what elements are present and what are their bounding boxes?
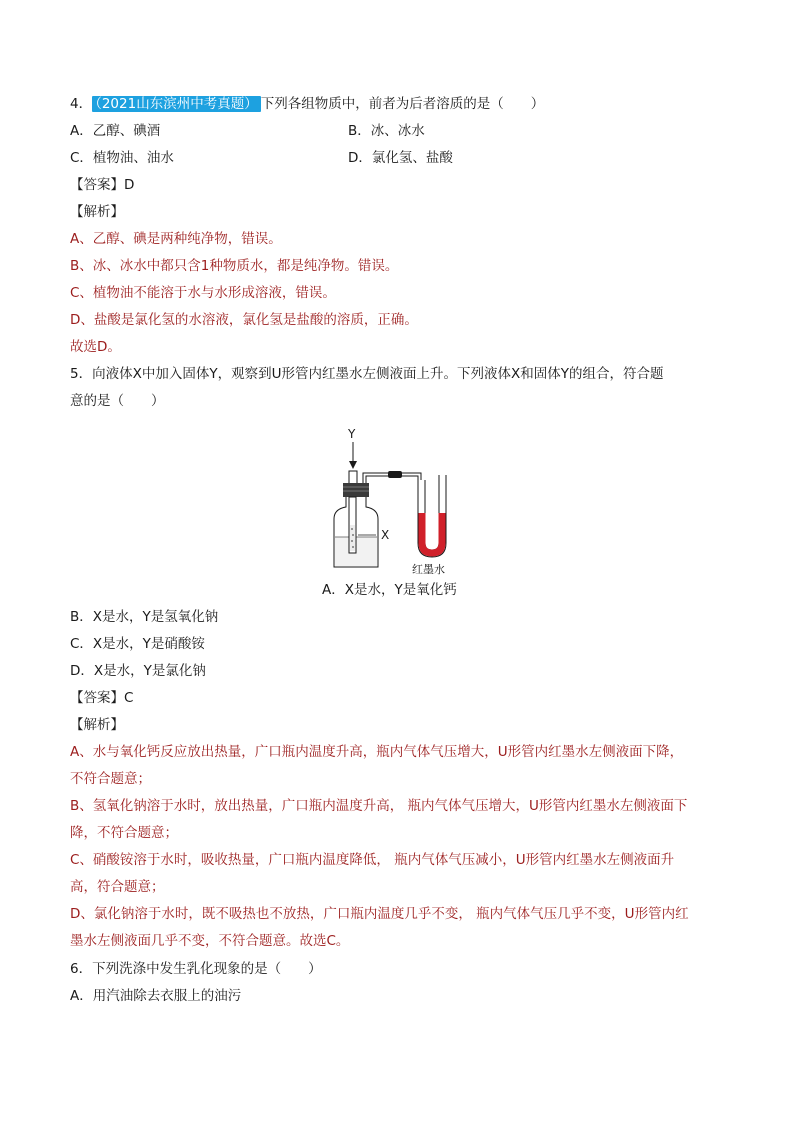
rubber-connector	[388, 471, 402, 478]
q5-stem-line-2: 意的是（ ）	[70, 393, 165, 409]
q5-answer-value: C	[124, 690, 134, 706]
q4-stem-text: 下列各组物质中，前者为后者溶质的是（ ）	[260, 96, 545, 112]
q5-analysis-line-4: 降，不符合题意；	[70, 825, 178, 841]
q4-conclusion: 故选D。	[70, 339, 121, 355]
q4-answer	[70, 176, 134, 194]
q5-analysis-line-5: C、硝酸铵溶于水时，吸收热量，广口瓶内温度降低， 瓶内气体气压减小，U形管内红墨水左侧液面升	[70, 852, 675, 868]
q5-analysis-line-2: 不符合题意；	[70, 771, 151, 787]
q4-option-c: C．植物油、油水	[70, 150, 174, 166]
label-red-ink: 红墨水	[412, 563, 445, 575]
q4-source-tag: （2021山东滨州中考真题）	[92, 96, 261, 112]
q5-analysis-line-3: B、氢氧化钠溶于水时，放出热量，广口瓶内温度升高， 瓶内气体气压增大，U形管内红墨水左侧液面下	[70, 798, 688, 814]
q5-analysis-line-6: 高，符合题意；	[70, 879, 165, 895]
q4-answer-value: D	[124, 177, 135, 193]
label-y: Y	[348, 427, 356, 441]
q4-answer-label: 【答案】	[70, 177, 124, 193]
q4-options-row-1	[70, 122, 425, 140]
funnel-tube	[349, 471, 357, 485]
q4-number: 4．	[70, 96, 93, 112]
arrow-head	[349, 461, 357, 469]
q5-analysis-line-7: D、氯化钠溶于水时，既不吸热也不放热，广口瓶内温度几乎不变， 瓶内气体气压几乎不变，U形管内红	[70, 906, 689, 922]
rubber-stopper	[343, 483, 369, 497]
q4-options-row-2	[70, 149, 453, 167]
q4-option-a: A．乙醇、碘酒	[70, 123, 161, 139]
q5-option-c: C．X是水，Y是硝酸铵	[70, 636, 205, 652]
q5-option-d: D．X是水，Y是氯化钠	[70, 663, 206, 679]
q5-analysis-line-1: A、水与氧化钙反应放出热量，广口瓶内温度升高，瓶内气体气压增大，U形管内红墨水左侧液面下降，	[70, 744, 684, 760]
q4-option-d: D．氯化氢、盐酸	[348, 150, 453, 166]
q6-option-a: A．用汽油除去衣服上的油污	[70, 988, 242, 1004]
q5-stem-line-1: 5．向液体X中加入固体Y，观察到U形管内红墨水左侧液面上升。下列液体X和固体Y的组合，符合题	[70, 366, 664, 382]
apparatus-diagram	[328, 425, 468, 575]
q4-analysis-a: A、乙醇、碘是两种纯净物，错误。	[70, 231, 282, 247]
q5-option-b: B．X是水，Y是氢氧化钠	[70, 609, 219, 625]
q5-answer-label: 【答案】	[70, 690, 124, 706]
q4-option-b: B．冰、冰水	[348, 123, 425, 139]
q6-stem: 6．下列洗涤中发生乳化现象的是（ ）	[70, 961, 322, 977]
apparatus-figure	[328, 425, 468, 575]
q5-analysis-label: 【解析】	[70, 717, 124, 733]
label-x: X	[381, 528, 390, 542]
q5-answer	[70, 689, 133, 707]
q4-analysis-label: 【解析】	[70, 204, 124, 220]
q4-stem	[70, 95, 544, 113]
q4-analysis-b: B、冰、冰水中都只含1种物质水，都是纯净物。错误。	[70, 258, 399, 274]
q4-analysis-d: D、盐酸是氯化氢的水溶液，氯化氢是盐酸的溶质，正确。	[70, 312, 418, 328]
q5-analysis-line-8: 墨水左侧液面几乎不变，不符合题意。故选C。	[70, 933, 350, 949]
red-ink	[419, 513, 446, 557]
q5-option-a: A．X是水，Y是氧化钙	[322, 582, 457, 598]
q4-analysis-c: C、植物油不能溶于水与水形成溶液，错误。	[70, 285, 336, 301]
